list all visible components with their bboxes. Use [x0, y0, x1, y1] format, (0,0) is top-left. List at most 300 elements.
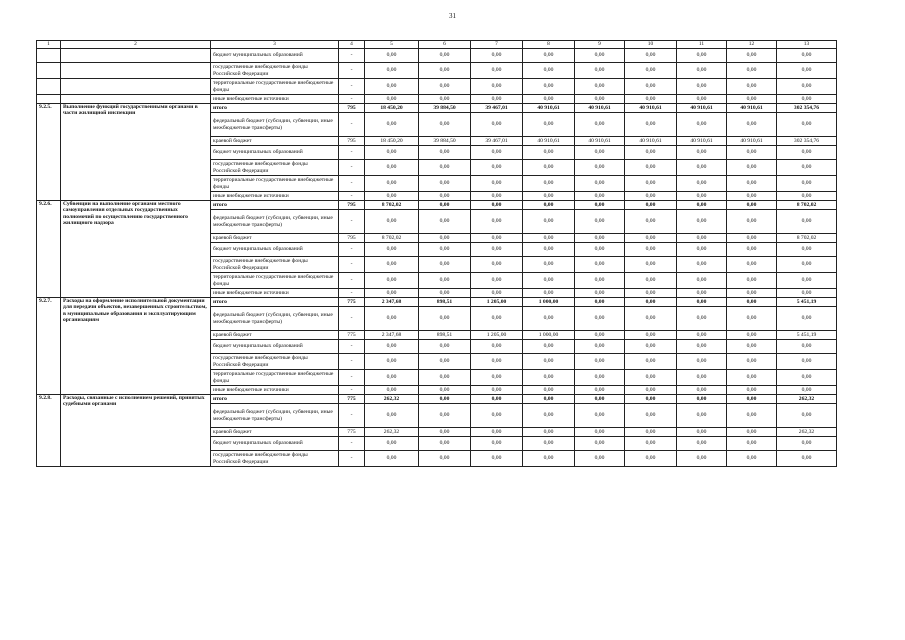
budget-table — [36, 40, 837, 467]
amount-cell: 0,00 — [777, 192, 837, 201]
amount-cell: 0,00 — [365, 113, 419, 137]
amount-cell: 0,00 — [471, 437, 523, 451]
amount-cell: 0,00 — [777, 210, 837, 234]
amount-cell: 0,00 — [677, 63, 727, 79]
amount-cell: 40 910,61 — [625, 137, 677, 146]
amount-cell: 0,00 — [727, 63, 777, 79]
budget-code: 795 — [339, 104, 365, 113]
amount-cell: 0,00 — [575, 451, 625, 467]
funding-source: бюджет муниципальных образований — [211, 146, 339, 160]
amount-cell: 0,00 — [625, 404, 677, 428]
amount-cell: 0,00 — [471, 243, 523, 257]
amount-cell: 0,00 — [677, 307, 727, 331]
header-cell: 13 — [777, 41, 837, 49]
amount-cell: 0,00 — [625, 192, 677, 201]
amount-cell: 0,00 — [777, 176, 837, 192]
amount-cell: 0,00 — [523, 160, 575, 176]
amount-cell: 0,00 — [575, 386, 625, 395]
amount-cell: 0,00 — [365, 192, 419, 201]
amount-cell: 0,00 — [575, 354, 625, 370]
amount-cell: 0,00 — [419, 386, 471, 395]
amount-cell: 0,00 — [523, 354, 575, 370]
amount-cell: 0,00 — [471, 289, 523, 298]
amount-cell: 0,00 — [575, 113, 625, 137]
amount-cell: 0,00 — [471, 201, 523, 210]
amount-cell: 0,00 — [365, 63, 419, 79]
amount-cell: 0,00 — [727, 192, 777, 201]
amount-cell: 0,00 — [419, 201, 471, 210]
amount-cell: 0,00 — [777, 243, 837, 257]
budget-code: - — [339, 160, 365, 176]
amount-cell: 0,00 — [365, 210, 419, 234]
amount-cell: 0,00 — [575, 340, 625, 354]
amount-cell: 0,00 — [677, 257, 727, 273]
amount-cell: 0,00 — [419, 257, 471, 273]
amount-cell: 0,00 — [677, 331, 727, 340]
amount-cell: 0,00 — [365, 354, 419, 370]
amount-cell: 0,00 — [365, 404, 419, 428]
budget-code: - — [339, 404, 365, 428]
amount-cell: 0,00 — [625, 386, 677, 395]
amount-cell: 0,00 — [625, 113, 677, 137]
budget-code: 795 — [339, 137, 365, 146]
amount-cell: 0,00 — [575, 192, 625, 201]
amount-cell: 0,00 — [471, 307, 523, 331]
amount-cell: 0,00 — [575, 404, 625, 428]
amount-cell: 0,00 — [625, 257, 677, 273]
amount-cell: 1 000,00 — [523, 331, 575, 340]
table-row — [37, 63, 837, 79]
funding-source: территориальные государственные внебюджетные фонды — [211, 176, 339, 192]
amount-cell: 0,00 — [365, 95, 419, 104]
budget-code: - — [339, 210, 365, 234]
amount-cell: 0,00 — [625, 146, 677, 160]
funding-source: государственные внебюджетные фонды Российской Федерации — [211, 257, 339, 273]
amount-cell: 898,51 — [419, 298, 471, 307]
amount-cell: 0,00 — [677, 273, 727, 289]
amount-cell: 0,00 — [777, 437, 837, 451]
amount-cell: 0,00 — [575, 370, 625, 386]
amount-cell: 18 450,20 — [365, 137, 419, 146]
header-cell: 2 — [61, 41, 211, 49]
amount-cell: 0,00 — [471, 49, 523, 63]
header-cell: 6 — [419, 41, 471, 49]
amount-cell: 0,00 — [523, 404, 575, 428]
budget-code: 795 — [339, 201, 365, 210]
funding-source: краевой бюджет — [211, 234, 339, 243]
funding-source: бюджет муниципальных образований — [211, 243, 339, 257]
amount-cell: 0,00 — [677, 298, 727, 307]
funding-source: иные внебюджетные источники — [211, 95, 339, 104]
budget-code: - — [339, 340, 365, 354]
amount-cell: 0,00 — [471, 273, 523, 289]
amount-cell: 0,00 — [625, 437, 677, 451]
amount-cell: 0,00 — [365, 340, 419, 354]
amount-cell: 0,00 — [777, 113, 837, 137]
amount-cell: 0,00 — [419, 49, 471, 63]
amount-cell: 0,00 — [727, 307, 777, 331]
amount-cell: 0,00 — [575, 210, 625, 234]
amount-cell: 0,00 — [365, 451, 419, 467]
amount-cell: 0,00 — [419, 234, 471, 243]
amount-cell: 0,00 — [419, 340, 471, 354]
amount-cell: 0,00 — [365, 49, 419, 63]
amount-cell: 0,00 — [419, 176, 471, 192]
amount-cell: 0,00 — [625, 201, 677, 210]
amount-cell: 0,00 — [677, 370, 727, 386]
amount-cell: 0,00 — [777, 340, 837, 354]
amount-cell: 0,00 — [777, 354, 837, 370]
table-row — [37, 298, 837, 307]
funding-source: итого — [211, 201, 339, 210]
table-row — [37, 395, 837, 404]
amount-cell: 0,00 — [471, 63, 523, 79]
budget-code: - — [339, 386, 365, 395]
amount-cell: 0,00 — [365, 370, 419, 386]
amount-cell: 0,00 — [471, 370, 523, 386]
amount-cell: 0,00 — [523, 289, 575, 298]
amount-cell: 0,00 — [523, 79, 575, 95]
amount-cell: 0,00 — [677, 192, 727, 201]
amount-cell: 0,00 — [727, 451, 777, 467]
header-cell: 5 — [365, 41, 419, 49]
amount-cell: 0,00 — [777, 386, 837, 395]
amount-cell: 39 884,50 — [419, 137, 471, 146]
funding-source: федеральный бюджет (субсидии, субвенции, иные межбюджетные трансферты) — [211, 404, 339, 428]
header-cell: 12 — [727, 41, 777, 49]
item-code — [37, 79, 61, 95]
budget-code: - — [339, 146, 365, 160]
amount-cell: 0,00 — [575, 63, 625, 79]
funding-source: государственные внебюджетные фонды Российской Федерации — [211, 451, 339, 467]
amount-cell: 39 467,01 — [471, 104, 523, 113]
header-cell: 8 — [523, 41, 575, 49]
item-name — [61, 63, 211, 79]
amount-cell: 0,00 — [727, 395, 777, 404]
funding-source: итого — [211, 395, 339, 404]
amount-cell: 262,32 — [777, 395, 837, 404]
budget-code: - — [339, 354, 365, 370]
amount-cell: 0,00 — [777, 273, 837, 289]
amount-cell: 0,00 — [419, 243, 471, 257]
table-row — [37, 104, 837, 113]
budget-code: - — [339, 113, 365, 137]
item-name: Субвенции на выполнение органами местного самоуправления отдельных государственных полномочий по осуществлению государственного жилищного надзора — [61, 201, 211, 298]
amount-cell: 40 910,61 — [523, 137, 575, 146]
amount-cell: 0,00 — [727, 176, 777, 192]
amount-cell: 0,00 — [575, 49, 625, 63]
amount-cell: 0,00 — [365, 146, 419, 160]
amount-cell: 0,00 — [677, 340, 727, 354]
funding-source: территориальные государственные внебюджетные фонды — [211, 79, 339, 95]
amount-cell: 0,00 — [677, 428, 727, 437]
amount-cell: 0,00 — [625, 79, 677, 95]
item-name — [61, 95, 211, 104]
amount-cell: 0,00 — [625, 298, 677, 307]
amount-cell: 0,00 — [777, 257, 837, 273]
amount-cell: 0,00 — [677, 176, 727, 192]
amount-cell: 0,00 — [575, 428, 625, 437]
item-code: 9.2.6. — [37, 201, 61, 298]
amount-cell: 0,00 — [727, 289, 777, 298]
amount-cell: 40 910,61 — [727, 137, 777, 146]
amount-cell: 0,00 — [419, 428, 471, 437]
budget-code: - — [339, 370, 365, 386]
amount-cell: 0,00 — [523, 395, 575, 404]
amount-cell: 0,00 — [419, 451, 471, 467]
amount-cell: 0,00 — [677, 243, 727, 257]
amount-cell: 0,00 — [523, 146, 575, 160]
amount-cell: 0,00 — [523, 340, 575, 354]
amount-cell: 0,00 — [523, 63, 575, 79]
amount-cell: 0,00 — [625, 428, 677, 437]
amount-cell: 0,00 — [727, 79, 777, 95]
item-name: Расходы, связанные с исполнением решений, принятых судебными органами — [61, 395, 211, 467]
amount-cell: 0,00 — [727, 201, 777, 210]
amount-cell: 0,00 — [677, 79, 727, 95]
amount-cell: 0,00 — [365, 289, 419, 298]
budget-code: 775 — [339, 331, 365, 340]
amount-cell: 40 910,61 — [677, 104, 727, 113]
funding-source: бюджет муниципальных образований — [211, 437, 339, 451]
funding-source: государственные внебюджетные фонды Российской Федерации — [211, 354, 339, 370]
amount-cell: 0,00 — [777, 404, 837, 428]
amount-cell: 1 000,00 — [523, 298, 575, 307]
amount-cell: 0,00 — [365, 307, 419, 331]
amount-cell: 0,00 — [727, 428, 777, 437]
table-row — [37, 49, 837, 63]
amount-cell: 0,00 — [419, 404, 471, 428]
amount-cell: 0,00 — [471, 79, 523, 95]
table-row — [37, 79, 837, 95]
amount-cell: 0,00 — [625, 176, 677, 192]
budget-code: - — [339, 273, 365, 289]
budget-code: 775 — [339, 395, 365, 404]
amount-cell: 0,00 — [471, 451, 523, 467]
amount-cell: 0,00 — [471, 146, 523, 160]
amount-cell: 0,00 — [575, 257, 625, 273]
item-code — [37, 95, 61, 104]
amount-cell: 0,00 — [727, 298, 777, 307]
amount-cell: 0,00 — [419, 437, 471, 451]
amount-cell: 0,00 — [777, 95, 837, 104]
amount-cell: 0,00 — [471, 176, 523, 192]
amount-cell: 0,00 — [625, 370, 677, 386]
amount-cell: 0,00 — [471, 160, 523, 176]
amount-cell: 2 347,68 — [365, 331, 419, 340]
amount-cell: 2 347,68 — [365, 298, 419, 307]
item-name: Расходы на оформление исполнительной документации для передачи объектов, незавершенных строительством, в муниципальные образования и эксплуатирующим организациям — [61, 298, 211, 395]
amount-cell: 0,00 — [727, 273, 777, 289]
amount-cell: 0,00 — [625, 395, 677, 404]
budget-code: - — [339, 63, 365, 79]
amount-cell: 0,00 — [625, 243, 677, 257]
amount-cell: 0,00 — [365, 386, 419, 395]
amount-cell: 0,00 — [575, 201, 625, 210]
amount-cell: 898,51 — [419, 331, 471, 340]
amount-cell: 0,00 — [575, 146, 625, 160]
amount-cell: 0,00 — [727, 331, 777, 340]
amount-cell: 8 702,02 — [365, 201, 419, 210]
amount-cell: 0,00 — [677, 95, 727, 104]
amount-cell: 0,00 — [365, 243, 419, 257]
amount-cell: 0,00 — [471, 192, 523, 201]
amount-cell: 0,00 — [625, 95, 677, 104]
amount-cell: 0,00 — [727, 243, 777, 257]
amount-cell: 0,00 — [419, 113, 471, 137]
amount-cell: 0,00 — [625, 307, 677, 331]
amount-cell: 0,00 — [471, 234, 523, 243]
item-code: 9.2.8. — [37, 395, 61, 467]
funding-source: бюджет муниципальных образований — [211, 49, 339, 63]
amount-cell: 0,00 — [419, 273, 471, 289]
amount-cell: 0,00 — [523, 257, 575, 273]
amount-cell: 0,00 — [419, 307, 471, 331]
amount-cell: 0,00 — [677, 437, 727, 451]
amount-cell: 18 450,20 — [365, 104, 419, 113]
amount-cell: 0,00 — [625, 210, 677, 234]
amount-cell: 0,00 — [727, 160, 777, 176]
funding-source: государственные внебюджетные фонды Российской Федерации — [211, 63, 339, 79]
amount-cell: 0,00 — [575, 395, 625, 404]
amount-cell: 0,00 — [471, 340, 523, 354]
amount-cell: 0,00 — [677, 113, 727, 137]
funding-source: краевой бюджет — [211, 428, 339, 437]
amount-cell: 0,00 — [777, 146, 837, 160]
header-cell: 10 — [625, 41, 677, 49]
amount-cell: 40 910,61 — [677, 137, 727, 146]
funding-source: краевой бюджет — [211, 137, 339, 146]
amount-cell: 0,00 — [727, 49, 777, 63]
table-row — [37, 201, 837, 210]
amount-cell: 0,00 — [365, 273, 419, 289]
amount-cell: 5 451,19 — [777, 298, 837, 307]
funding-source: федеральный бюджет (субсидии, субвенции, иные межбюджетные трансферты) — [211, 307, 339, 331]
funding-source: федеральный бюджет (субсидии, субвенции, иные межбюджетные трансферты) — [211, 113, 339, 137]
amount-cell: 0,00 — [677, 146, 727, 160]
amount-cell: 0,00 — [575, 437, 625, 451]
item-code: 9.2.7. — [37, 298, 61, 395]
amount-cell: 0,00 — [625, 234, 677, 243]
amount-cell: 0,00 — [625, 273, 677, 289]
page-number: 31 — [449, 12, 456, 20]
amount-cell: 0,00 — [419, 63, 471, 79]
amount-cell: 5 451,19 — [777, 331, 837, 340]
amount-cell: 0,00 — [625, 289, 677, 298]
amount-cell: 0,00 — [727, 95, 777, 104]
budget-code: - — [339, 243, 365, 257]
budget-code: - — [339, 79, 365, 95]
amount-cell: 0,00 — [777, 370, 837, 386]
amount-cell: 0,00 — [777, 289, 837, 298]
budget-code: - — [339, 257, 365, 273]
amount-cell: 0,00 — [575, 307, 625, 331]
amount-cell: 0,00 — [523, 176, 575, 192]
amount-cell: 0,00 — [727, 146, 777, 160]
amount-cell: 0,00 — [523, 370, 575, 386]
amount-cell: 0,00 — [677, 289, 727, 298]
funding-source: бюджет муниципальных образований — [211, 340, 339, 354]
amount-cell: 0,00 — [471, 354, 523, 370]
amount-cell: 0,00 — [523, 437, 575, 451]
amount-cell: 0,00 — [523, 243, 575, 257]
funding-source: иные внебюджетные источники — [211, 289, 339, 298]
amount-cell: 0,00 — [777, 307, 837, 331]
amount-cell: 0,00 — [419, 146, 471, 160]
funding-source: итого — [211, 298, 339, 307]
amount-cell: 1 205,00 — [471, 298, 523, 307]
header-cell: 4 — [339, 41, 365, 49]
amount-cell: 40 910,61 — [575, 137, 625, 146]
funding-source: краевой бюджет — [211, 331, 339, 340]
amount-cell: 0,00 — [419, 354, 471, 370]
amount-cell: 0,00 — [471, 210, 523, 234]
table-row — [37, 95, 837, 104]
amount-cell: 0,00 — [677, 49, 727, 63]
amount-cell: 0,00 — [523, 386, 575, 395]
amount-cell: 0,00 — [419, 395, 471, 404]
budget-code: - — [339, 192, 365, 201]
funding-source: государственные внебюджетные фонды Российской Федерации — [211, 160, 339, 176]
amount-cell: 0,00 — [727, 234, 777, 243]
amount-cell: 0,00 — [575, 79, 625, 95]
amount-cell: 0,00 — [727, 404, 777, 428]
item-code: 9.2.5. — [37, 104, 61, 201]
amount-cell: 0,00 — [523, 113, 575, 137]
amount-cell: 0,00 — [575, 176, 625, 192]
amount-cell: 0,00 — [471, 404, 523, 428]
budget-code: - — [339, 451, 365, 467]
amount-cell: 40 910,61 — [575, 104, 625, 113]
amount-cell: 0,00 — [419, 289, 471, 298]
amount-cell: 0,00 — [575, 160, 625, 176]
amount-cell: 0,00 — [625, 331, 677, 340]
amount-cell: 0,00 — [523, 210, 575, 234]
header-cell: 11 — [677, 41, 727, 49]
amount-cell: 0,00 — [575, 331, 625, 340]
amount-cell: 0,00 — [677, 395, 727, 404]
budget-code: - — [339, 437, 365, 451]
amount-cell: 0,00 — [625, 354, 677, 370]
amount-cell: 0,00 — [471, 95, 523, 104]
header-cell: 1 — [37, 41, 61, 49]
item-name — [61, 49, 211, 63]
amount-cell: 0,00 — [419, 95, 471, 104]
amount-cell: 40 910,61 — [523, 104, 575, 113]
amount-cell: 262,32 — [365, 395, 419, 404]
amount-cell: 0,00 — [677, 386, 727, 395]
amount-cell: 0,00 — [523, 49, 575, 63]
amount-cell: 0,00 — [523, 307, 575, 331]
amount-cell: 0,00 — [727, 354, 777, 370]
amount-cell: 0,00 — [575, 273, 625, 289]
amount-cell: 0,00 — [727, 340, 777, 354]
amount-cell: 0,00 — [419, 210, 471, 234]
budget-code: - — [339, 176, 365, 192]
amount-cell: 0,00 — [365, 176, 419, 192]
amount-cell: 0,00 — [677, 354, 727, 370]
funding-source: территориальные государственные внебюджетные фонды — [211, 273, 339, 289]
amount-cell: 0,00 — [625, 49, 677, 63]
amount-cell: 0,00 — [471, 386, 523, 395]
budget-code: - — [339, 49, 365, 63]
amount-cell: 0,00 — [777, 451, 837, 467]
funding-source: иные внебюджетные источники — [211, 192, 339, 201]
amount-cell: 0,00 — [625, 340, 677, 354]
amount-cell: 40 910,61 — [727, 104, 777, 113]
amount-cell: 0,00 — [419, 192, 471, 201]
amount-cell: 0,00 — [575, 289, 625, 298]
